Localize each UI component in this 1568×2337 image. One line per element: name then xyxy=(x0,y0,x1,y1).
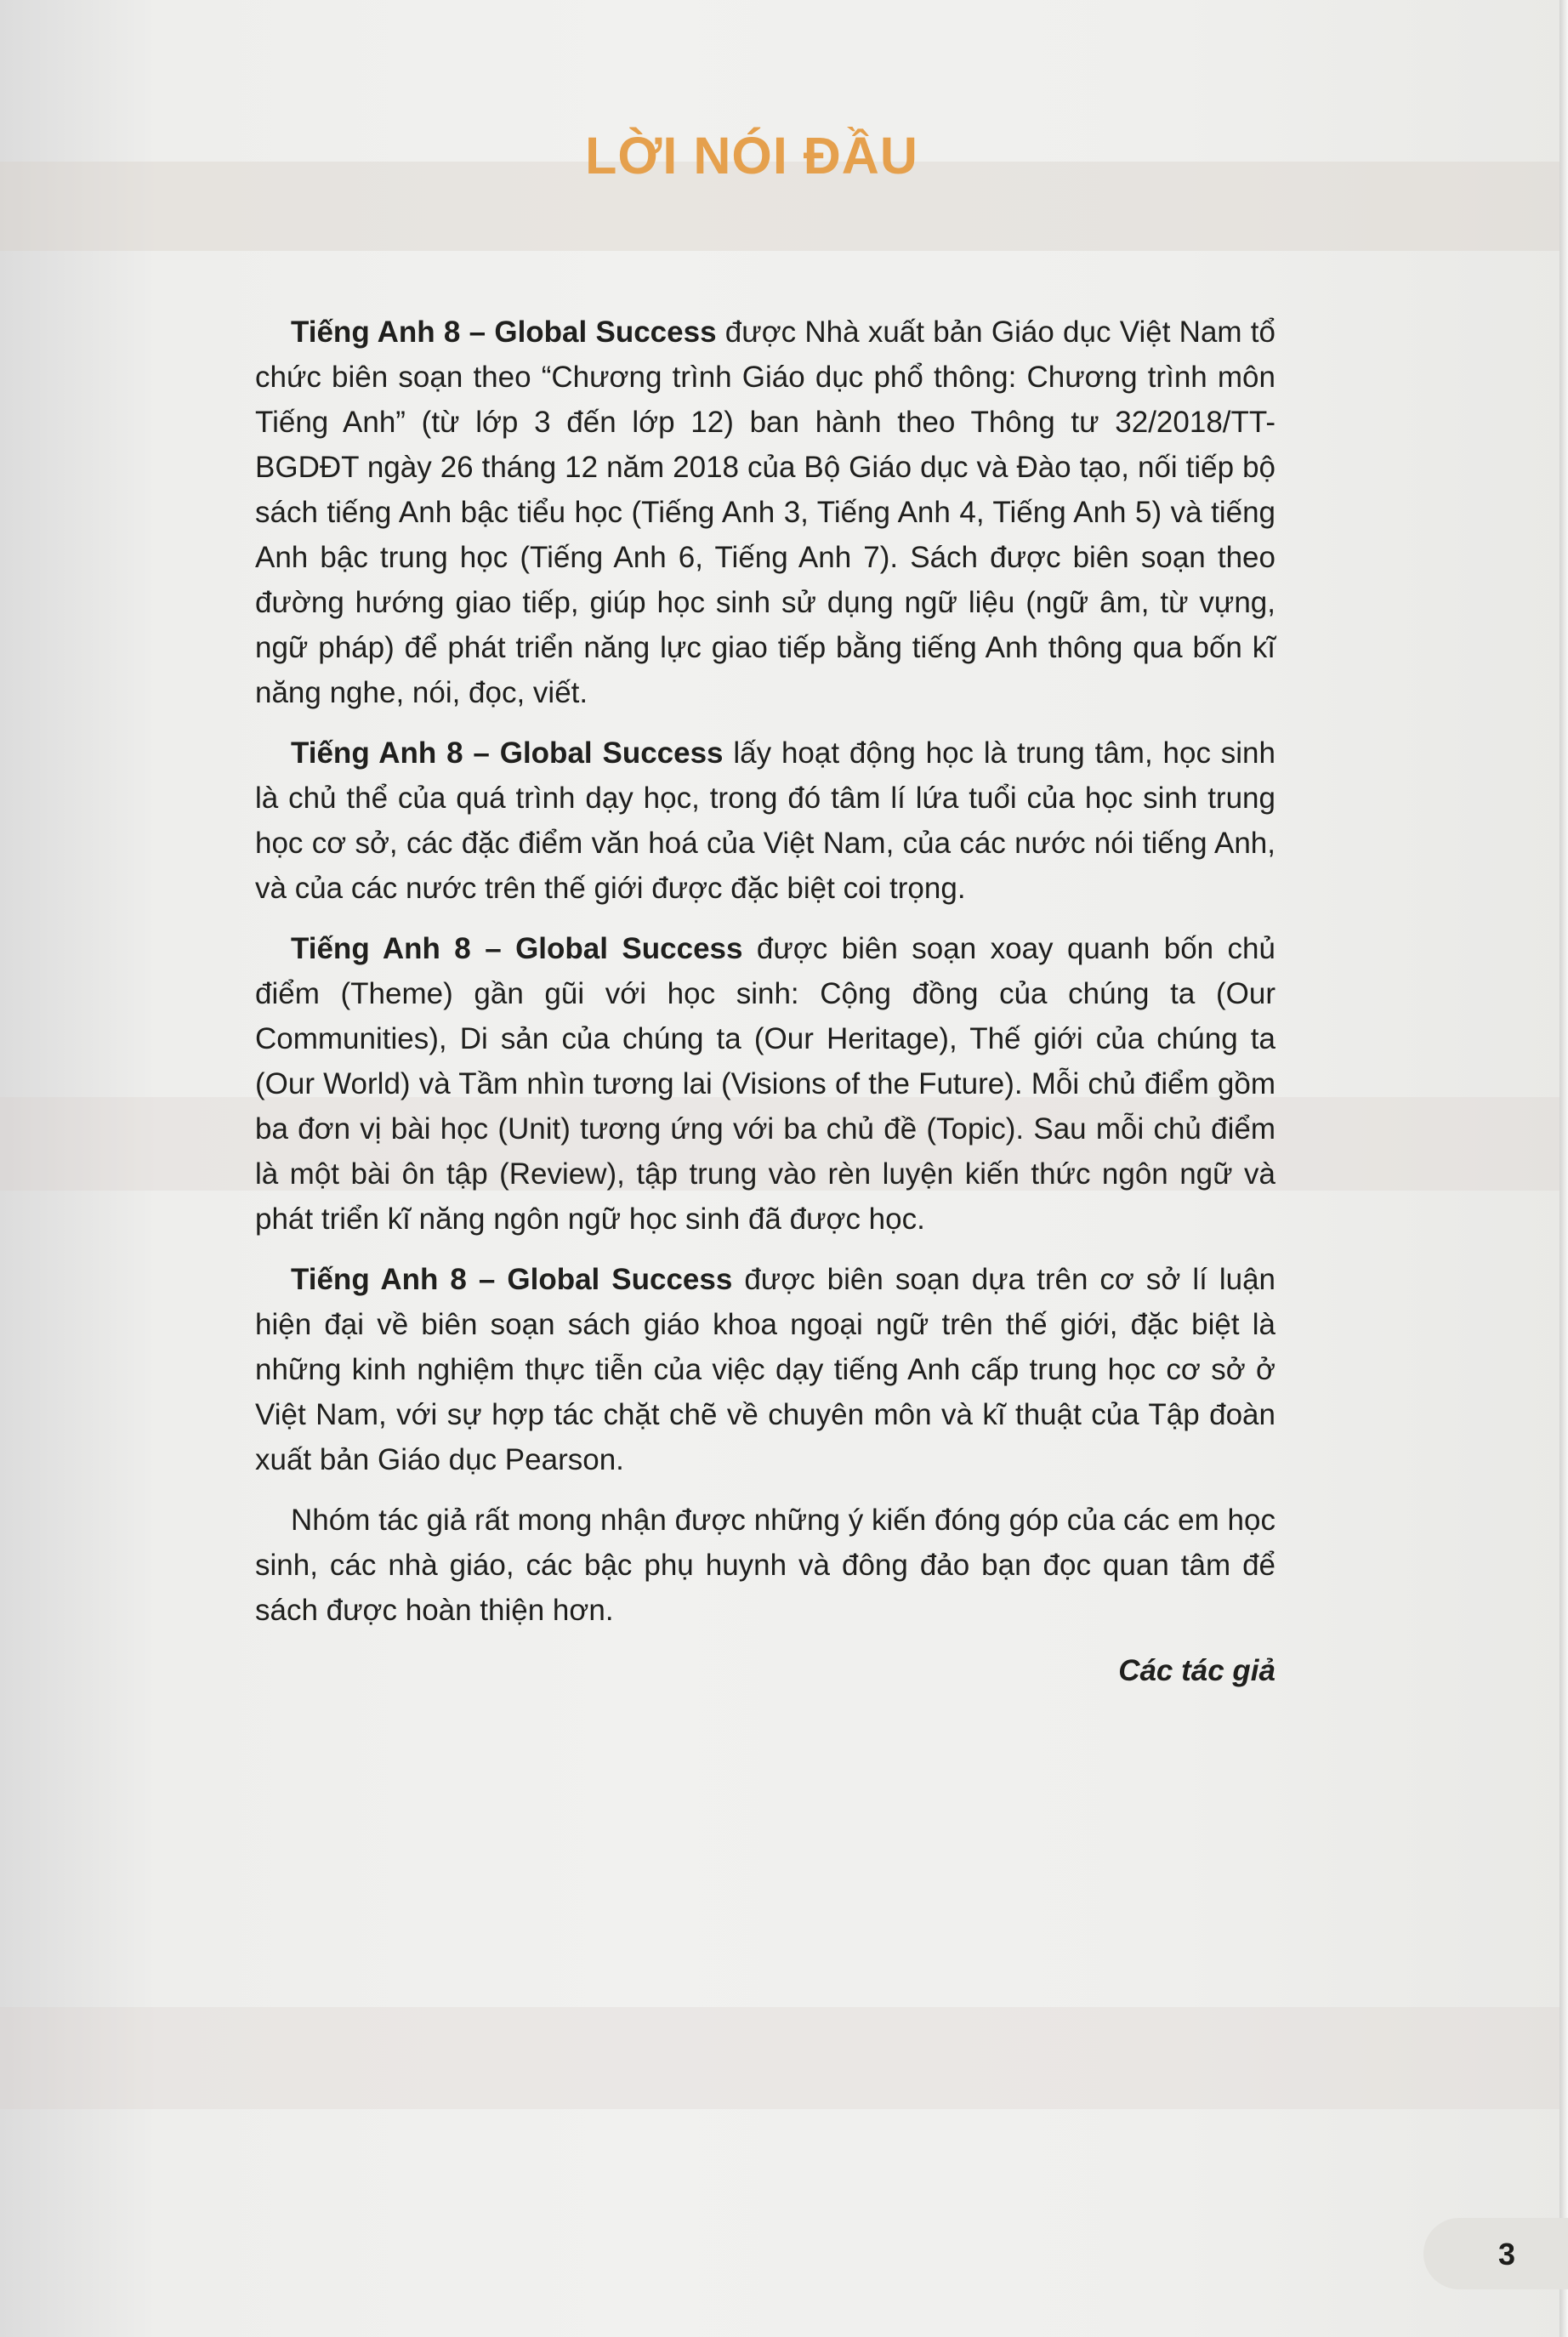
book-title-bold: Tiếng Anh 8 – Global Success xyxy=(291,316,717,349)
paragraph-4 xyxy=(255,1257,1275,1482)
page-number-tab xyxy=(1423,2218,1568,2289)
page-number: 3 xyxy=(1497,2237,1515,2272)
paragraph-text: được biên soạn dựa trên cơ sở lí luận hiện đại về biên soạn sách giáo khoa ngoại ngữ trên thế giới, đặc biệt là những kinh nghiệm thực tiễn của việc dạy tiếng Anh cấp trung học cơ sở ở Việt Nam, với sự hợp tác chặt chẽ về chuyên môn và kĩ thuật của Tập đoàn xuất bản Giáo dục Pearson. xyxy=(255,1263,1275,1476)
paragraph-text: Nhóm tác giả rất mong nhận được những ý kiến đóng góp của các em học sinh, các nhà giáo, các bậc phụ huynh và đông đảo bạn đọc quan tâm để sách được hoàn thiện hơn. xyxy=(255,1504,1275,1627)
book-title-bold: Tiếng Anh 8 – Global Success xyxy=(291,736,724,770)
signature: Các tác giả xyxy=(1118,1654,1275,1687)
paragraph-5 xyxy=(255,1498,1275,1633)
paragraph-2 xyxy=(255,731,1275,911)
paragraph-text: được Nhà xuất bản Giáo dục Việt Nam tổ chức biên soạn theo “Chương trình Giáo dục phổ thông: Chương trình môn Tiếng Anh” (từ lớp 3 đến lớp 12) ban hành theo Thông tư 32/2018/TT-BGDĐT ngày 26 tháng 12 năm 2018 của Bộ Giáo dục và Đào tạo, nối tiếp bộ sách tiếng Anh bậc tiểu học (Tiếng Anh 3, Tiếng Anh 4, Tiếng Anh 5) và tiếng Anh bậc trung học (Tiếng Anh 6, Tiếng Anh 7). Sách được biên soạn theo đường hướng giao tiếp, giúp học sinh sử dụng ngữ liệu (ngữ âm, từ vựng, ngữ pháp) để phát triển năng lực giao tiếp bằng tiếng Anh thông qua bốn kĩ năng nghe, nói, đọc, viết. xyxy=(255,316,1275,709)
paragraph-text: được biên soạn xoay quanh bốn chủ điểm (Theme) gần gũi với học sinh: Cộng đồng của chúng ta (Our Communities), Di sản của chúng ta (Our Heritage), Thế giới của chúng ta (Our World) và Tầm nhìn tương lai (Visions of the Future). Mỗi chủ điểm gồm ba đơn vị bài học (Unit) tương ứng với ba chủ đề (Topic). Sau mỗi chủ điểm là một bài ôn tập (Review), tập trung vào rèn luyện kiến thức ngôn ngữ và phát triển kĩ năng ngôn ngữ học sinh đã được học. xyxy=(255,932,1275,1236)
book-title-bold: Tiếng Anh 8 – Global Success xyxy=(291,932,743,965)
preface-body xyxy=(255,310,1275,1693)
paragraph-text: lấy hoạt động học là trung tâm, học sinh là chủ thể của quá trình dạy học, trong đó tâm lí lứa tuổi của học sinh trung học cơ sở, các đặc điểm văn hoá của Việt Nam, của các nước nói tiếng Anh, và của các nước trên thế giới được đặc biệt coi trọng. xyxy=(255,736,1275,905)
paragraph-3 xyxy=(255,926,1275,1242)
page-title: LỜI NÓI ĐẦU xyxy=(585,127,918,185)
paragraph-1 xyxy=(255,310,1275,715)
book-title-bold: Tiếng Anh 8 – Global Success xyxy=(291,1263,733,1296)
show-through-band xyxy=(0,2007,1568,2109)
page-edge xyxy=(1559,0,1568,2337)
